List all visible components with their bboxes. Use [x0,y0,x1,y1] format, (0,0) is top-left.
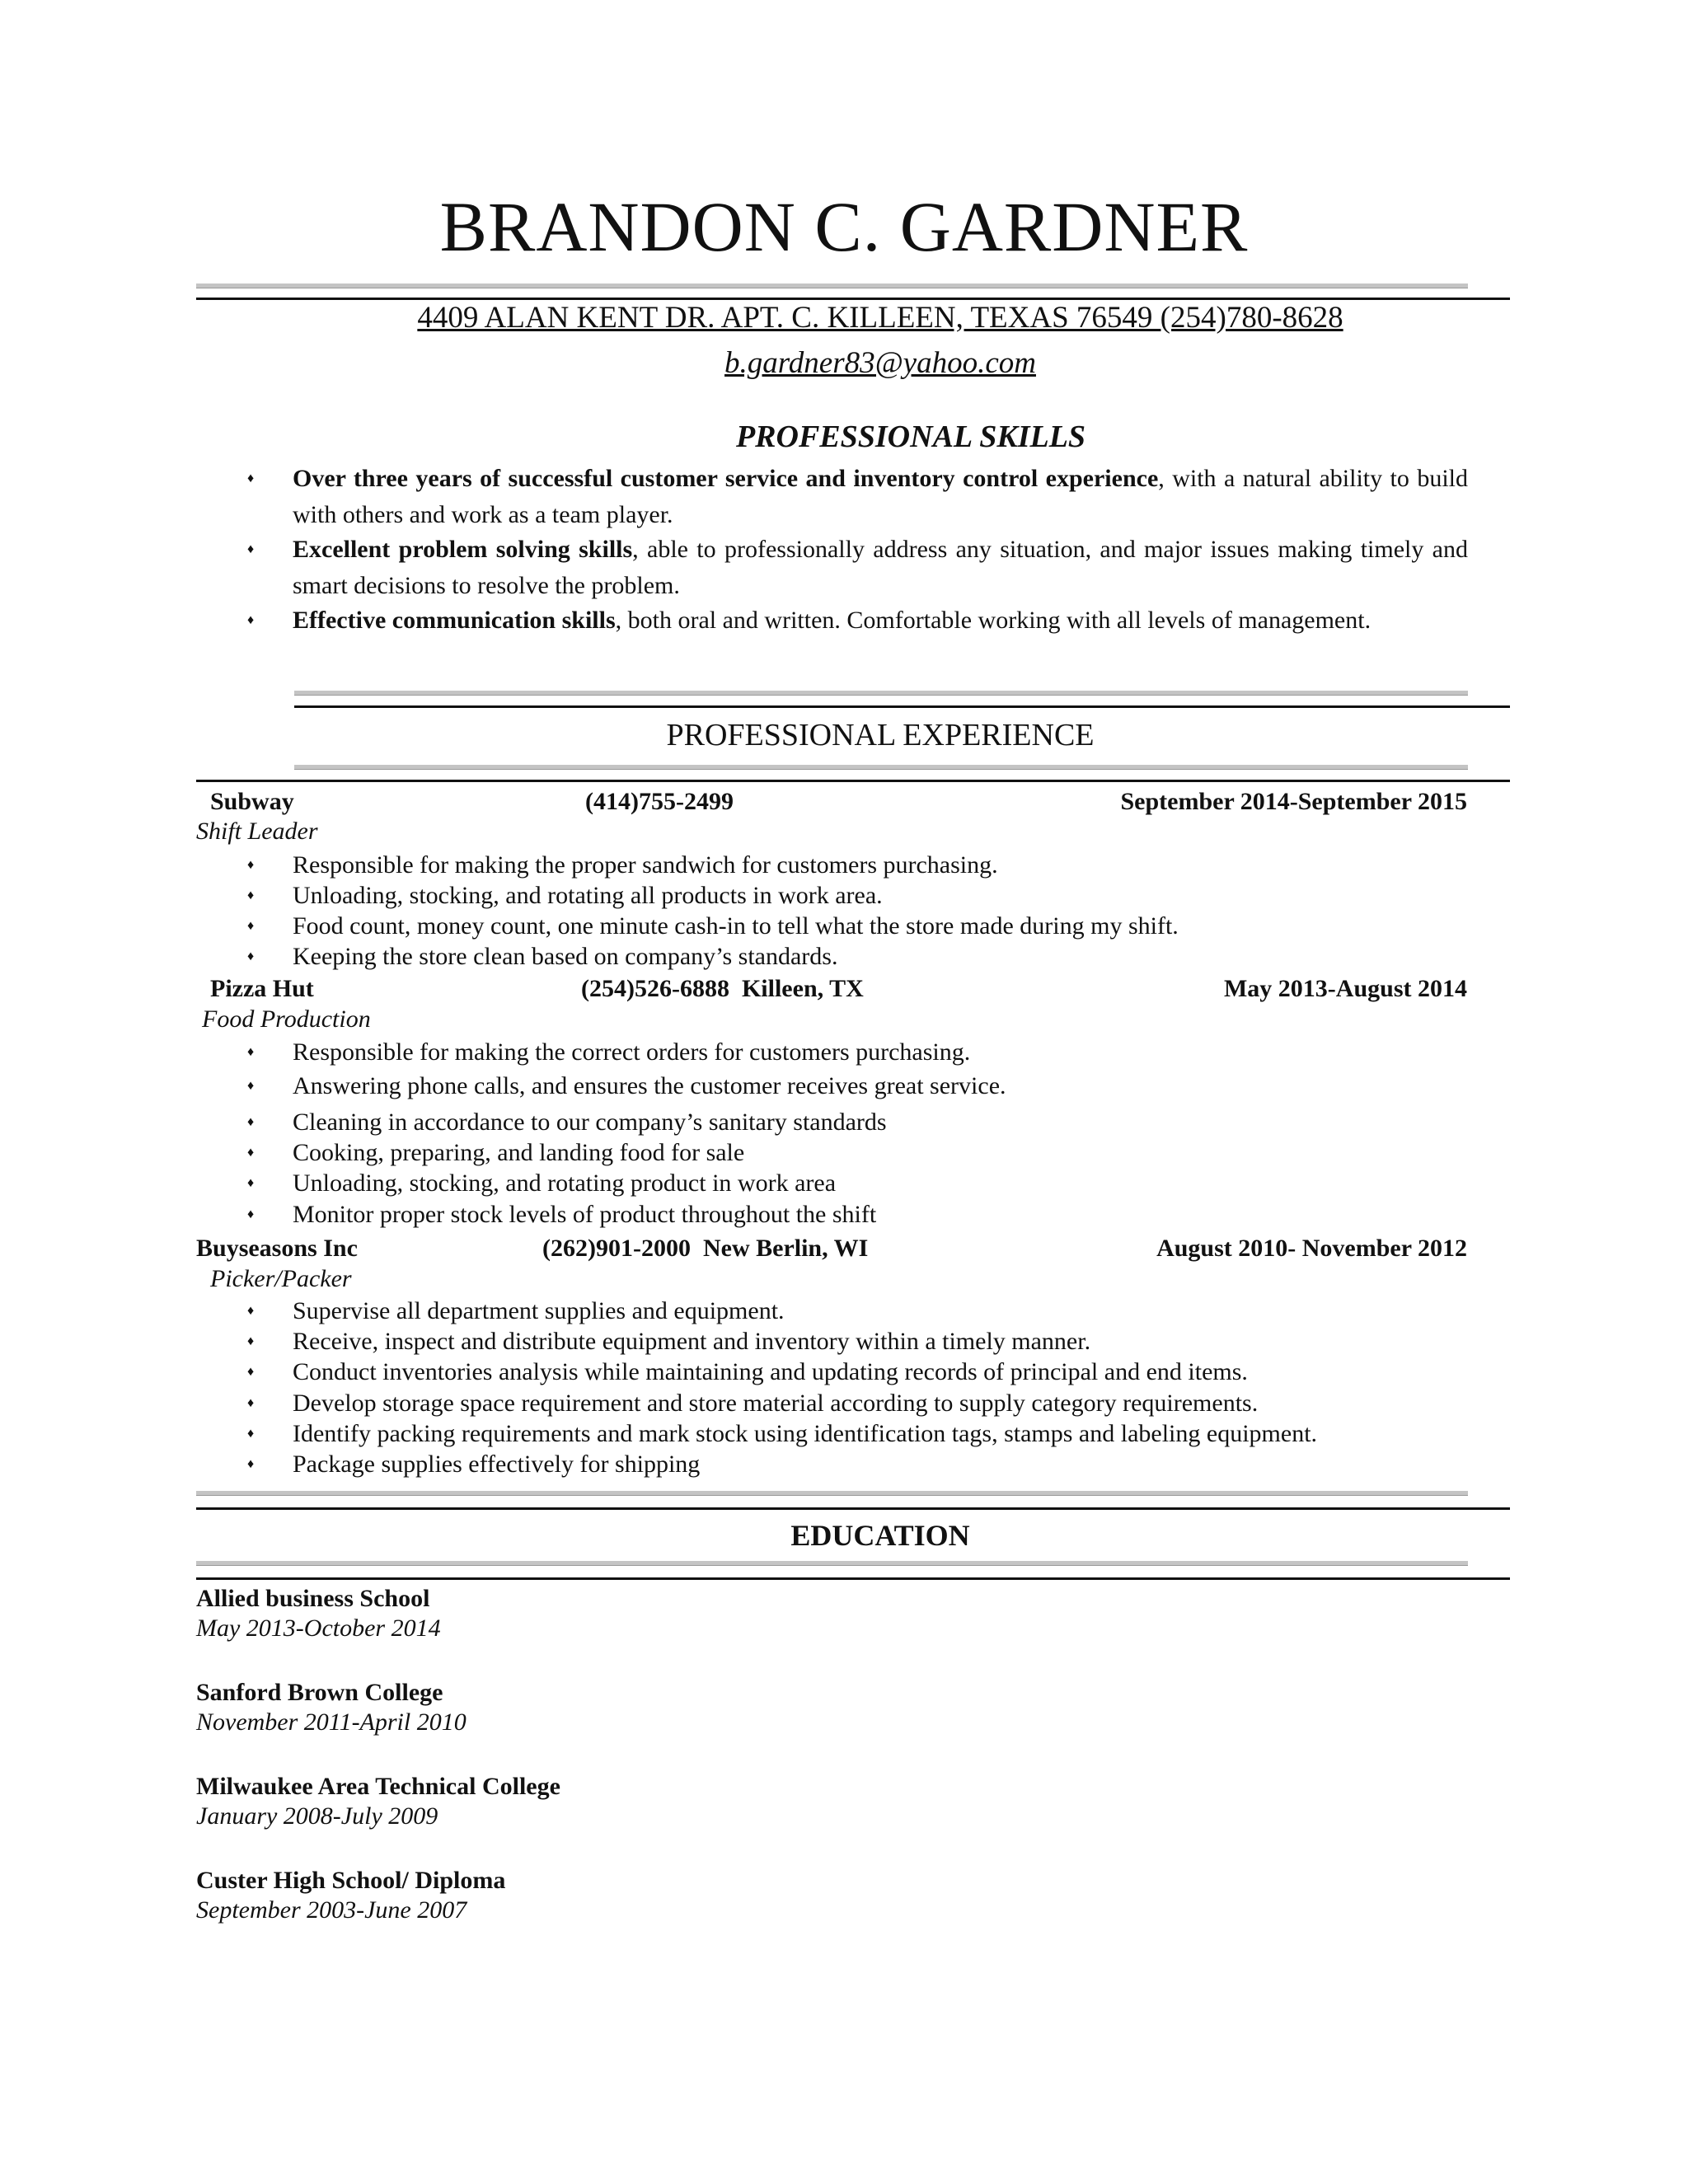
education-entry [196,1774,560,1829]
skill-rest: , able to professionally address any situation, and major issues making timely and smart decisions to resolve the problem. [293,536,1469,599]
job-dates: August 2010- November 2012 [1156,1235,1467,1262]
education-school: Milwaukee Area Technical College [196,1773,560,1800]
diamond-bullet-icon: ♦ [247,613,255,627]
skill-rest: , with a natural ability to build with others and work as a team player. [293,465,1468,528]
diamond-bullet-icon: ♦ [247,888,255,902]
education-school: Custer High School/ Diploma [196,1867,506,1894]
skill-lead: Excellent problem solving skills [293,536,633,563]
skill-item-1 [293,461,1468,533]
diamond-bullet-icon: ♦ [247,949,255,963]
job-role: Food Production [202,1005,371,1033]
job-duty: Receive, inspect and distribute equipment and inventory within a timely manner. [293,1328,1091,1355]
education-dates: January 2008-July 2009 [196,1802,438,1830]
job-duty: Monitor proper stock levels of product throughout the shift [293,1201,877,1228]
diamond-bullet-icon: ♦ [247,471,255,485]
job-duty: Unloading, stocking, and rotating all products in work area. [293,882,883,909]
education-school: Allied business School [196,1585,430,1612]
experience-divider-black-top [294,705,1510,708]
diamond-bullet-icon: ♦ [247,1427,255,1441]
job-duty: Unloading, stocking, and rotating product in work area [293,1169,837,1197]
diamond-bullet-icon: ♦ [247,858,255,872]
job-company: Subway [210,788,294,815]
job-contact: (254)526-6888 Killeen, TX [581,975,864,1002]
education-entry [196,1586,441,1641]
education-dates: September 2003-June 2007 [196,1896,467,1924]
job-duty: Responsible for making the correct orders for customers purchasing. [293,1038,971,1066]
education-divider-gray-top [196,1491,1468,1496]
diamond-bullet-icon: ♦ [247,1207,255,1221]
job-company: Buyseasons Inc [196,1235,358,1262]
job-duty: Conduct inventories analysis while maintaining and updating records of principal and end items. [293,1358,1248,1385]
header-divider-gray [196,284,1468,288]
skills-section-title: PROFESSIONAL SKILLS [735,419,1086,454]
job-duty: Keeping the store clean based on company’s standards. [293,943,838,970]
job-duty: Cleaning in accordance to our company’s sanitary standards [293,1108,887,1136]
diamond-bullet-icon: ♦ [247,1045,255,1059]
education-divider-gray-bottom [196,1561,1468,1566]
education-school: Sanford Brown College [196,1679,443,1706]
experience-divider-gray-top [294,691,1468,696]
diamond-bullet-icon: ♦ [247,1457,255,1471]
job-company: Pizza Hut [210,975,314,1002]
job-dates: May 2013-August 2014 [1223,975,1467,1002]
job-duty: Answering phone calls, and ensures the customer receives great service. [293,1072,1006,1099]
diamond-bullet-icon: ♦ [247,1396,255,1410]
job-dates: September 2014-September 2015 [1120,788,1467,815]
contact-email-link[interactable]: b.gardner83@yahoo.com [724,346,1036,380]
job-duty: Identify packing requirements and mark stock using identification tags, stamps and labeling equipment. [293,1420,1318,1447]
diamond-bullet-icon: ♦ [247,1334,255,1348]
diamond-bullet-icon: ♦ [247,1146,255,1160]
education-dates: November 2011-April 2010 [196,1708,467,1736]
job-role: Shift Leader [196,818,318,845]
job-duty: Food count, money count, one minute cash-in to tell what the store made during my shift. [293,912,1179,940]
education-entry [196,1680,467,1735]
education-section-title: EDUCATION [790,1519,970,1552]
experience-divider-black-bottom [196,780,1510,782]
job-duty: Supervise all department supplies and equipment. [293,1297,785,1324]
diamond-bullet-icon: ♦ [247,919,255,933]
skill-lead: Over three years of successful customer service and inventory control experience [293,465,1159,492]
job-duty: Develop storage space requirement and store material according to supply category requirements. [293,1390,1259,1417]
education-divider-black-bottom [196,1577,1510,1580]
education-dates: May 2013-October 2014 [196,1615,441,1642]
resume-name: BRANDON C. GARDNER [439,187,1249,266]
diamond-bullet-icon: ♦ [247,1176,255,1190]
diamond-bullet-icon: ♦ [247,1115,255,1129]
skill-item-2 [293,532,1468,604]
job-duty: Responsible for making the proper sandwich for customers purchasing. [293,851,998,879]
contact-address: 4409 ALAN KENT DR. APT. C. KILLEEN, TEXAS 76549 (254)780-8628 [417,301,1343,335]
job-contact: (414)755-2499 [585,788,734,815]
diamond-bullet-icon: ♦ [247,542,255,556]
skill-item-3 [293,602,1468,639]
diamond-bullet-icon: ♦ [247,1079,255,1093]
education-divider-black-top [196,1507,1510,1510]
diamond-bullet-icon: ♦ [247,1365,255,1379]
diamond-bullet-icon: ♦ [247,1304,255,1318]
job-role: Picker/Packer [210,1265,352,1292]
job-duty: Package supplies effectively for shipping [293,1451,701,1478]
skill-rest: , both oral and written. Comfortable working with all levels of management. [615,607,1372,634]
experience-section-title: PROFESSIONAL EXPERIENCE [666,718,1095,752]
skill-lead: Effective communication skills [293,607,616,634]
job-duty: Cooking, preparing, and landing food for sale [293,1139,745,1166]
job-contact: (262)901-2000 New Berlin, WI [542,1235,869,1262]
education-entry [196,1868,505,1923]
header-divider-black [196,298,1510,300]
experience-divider-gray-bottom [294,765,1468,770]
